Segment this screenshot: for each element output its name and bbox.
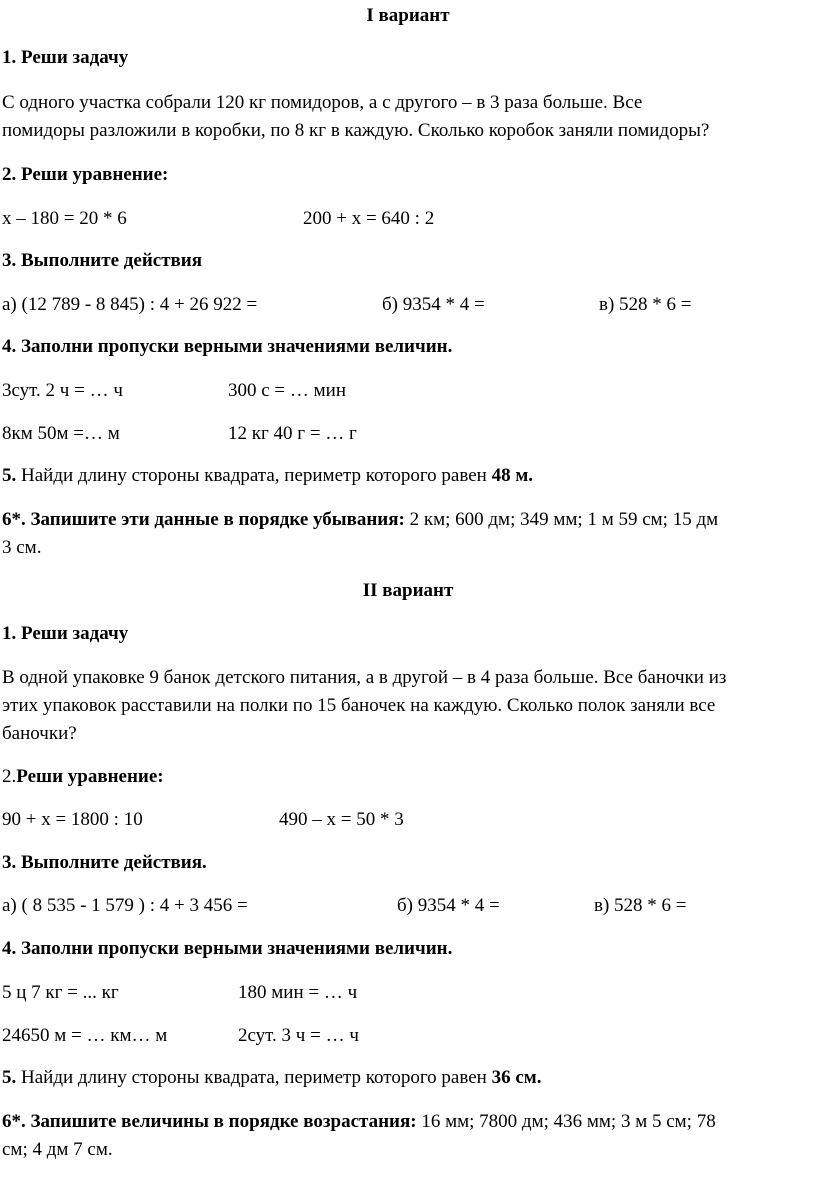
v2-task4-r2c1: 24650 м = … км… м (2, 1025, 168, 1046)
v2-task4-r2c2: 2сут. 3 ч = … ч (238, 1025, 359, 1046)
v1-task5: 5. Найди длину стороны квадрата, периметр которого равен 48 м. (2, 465, 534, 486)
v1-equation-2: 200 + х = 640 : 2 (303, 208, 435, 229)
v2-task1-heading: 1. Реши задачу (2, 623, 129, 644)
v2-task2-heading: 2.Реши уравнение: (2, 766, 164, 787)
v1-task1-line2: помидоры разложили в коробки, по 8 кг в каждую. Сколько коробок заняли помидоры? (2, 120, 710, 141)
v1-task4-r1c2: 300 с = … мин (228, 380, 347, 401)
v2-task6-line2: см; 4 дм 7 см. (2, 1139, 113, 1160)
variant-1-title: I вариант (366, 5, 450, 26)
v1-task3-b: б) 9354 * 4 = (382, 294, 485, 315)
v2-task6-line1: 6*. Запишите величины в порядке возрастания: 16 мм; 7800 дм; 436 мм; 3 м 5 см; 78 (2, 1111, 716, 1132)
v1-task3-heading: 3. Выполните действия (2, 250, 203, 271)
v2-task3-b: б) 9354 * 4 = (397, 895, 500, 916)
v1-task4-r2c1: 8км 50м =… м (2, 423, 120, 444)
v2-task4-heading: 4. Заполни пропуски верными значениями величин. (2, 938, 453, 959)
v2-task4-r1c1: 5 ц 7 кг = ... кг (2, 982, 119, 1003)
v2-task5: 5. Найди длину стороны квадрата, периметр которого равен 36 см. (2, 1067, 542, 1088)
v1-equation-1: х – 180 = 20 * 6 (2, 208, 127, 229)
v1-task4-r2c2: 12 кг 40 г = … г (228, 423, 357, 444)
v1-task2-heading: 2. Реши уравнение: (2, 164, 169, 185)
v2-task3-a: а) ( 8 535 - 1 579 ) : 4 + 3 456 = (2, 895, 248, 916)
v1-task1-line1: С одного участка собрали 120 кг помидоров, а с другого – в 3 раза больше. Все (2, 92, 643, 113)
v2-task1-line1: В одной упаковке 9 банок детского питания, а в другой – в 4 раза больше. Все баночки из (2, 667, 727, 688)
v1-task4-r1c1: 3сут. 2 ч = … ч (2, 380, 123, 401)
v2-task1-line2: этих упаковок расставили на полки по 15 баночек на каждую. Сколько полок заняли все (2, 695, 716, 716)
v2-task1-line3: баночки? (2, 723, 77, 744)
v2-equation-1: 90 + х = 1800 : 10 (2, 809, 143, 830)
v1-task6-line1: 6*. Запишите эти данные в порядке убывания: 2 км; 600 дм; 349 мм; 1 м 59 см; 15 дм (2, 509, 719, 530)
v1-task1-heading: 1. Реши задачу (2, 47, 129, 68)
v1-task3-c: в) 528 * 6 = (599, 294, 692, 315)
v2-task4-r1c2: 180 мин = … ч (238, 982, 358, 1003)
v1-task4-heading: 4. Заполни пропуски верными значениями величин. (2, 336, 453, 357)
variant-2-title: II вариант (362, 580, 454, 601)
v1-task6-line2: 3 см. (2, 537, 42, 558)
v2-equation-2: 490 – х = 50 * 3 (279, 809, 404, 830)
v1-task3-a: а) (12 789 - 8 845) : 4 + 26 922 = (2, 294, 258, 315)
v2-task3-c: в) 528 * 6 = (594, 895, 687, 916)
v2-task3-heading: 3. Выполните действия. (2, 852, 207, 873)
